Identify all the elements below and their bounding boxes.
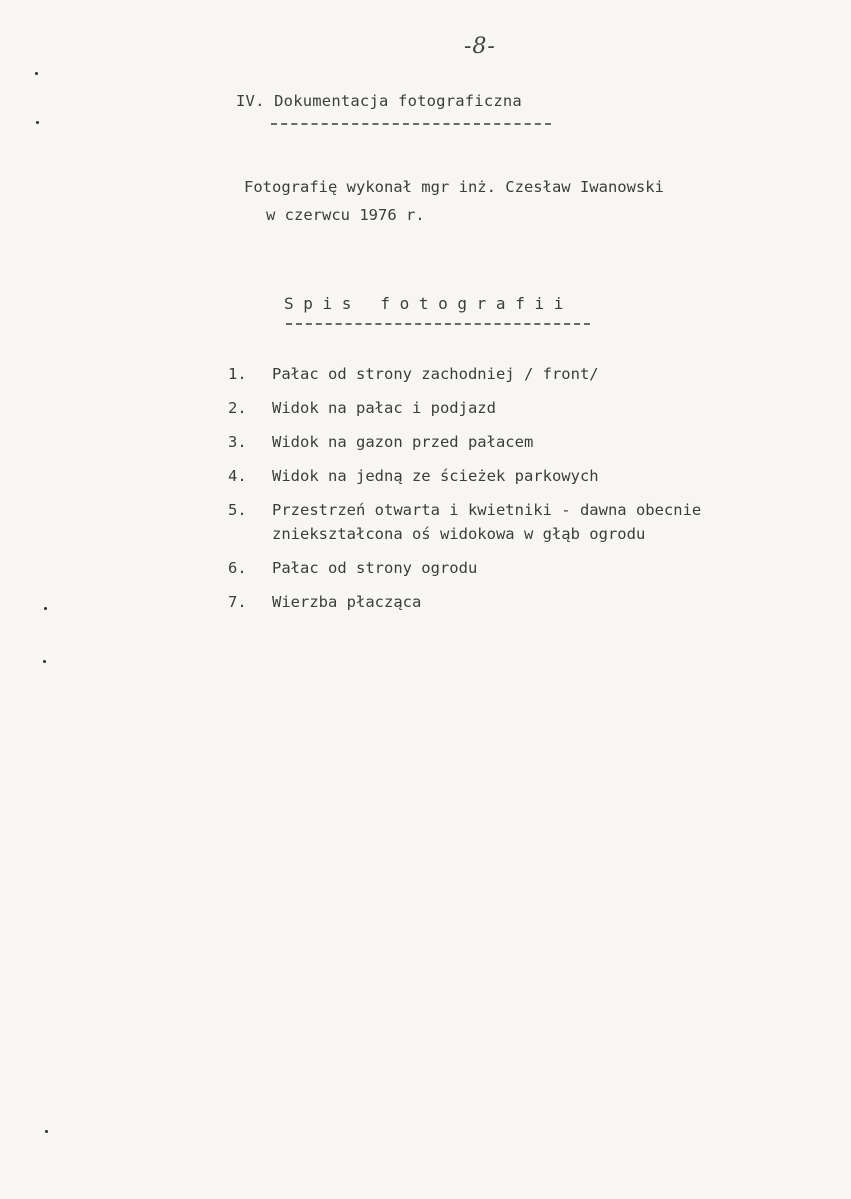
item-text: Pałac od strony zachodniej / front/ (272, 365, 599, 383)
item-text: Pałac od strony ogrodu (272, 559, 478, 577)
item-number: 5. (228, 501, 247, 519)
list-item (228, 362, 752, 386)
item-number: 3. (228, 433, 247, 451)
scan-speck (45, 1130, 48, 1133)
scan-speck (35, 72, 38, 75)
item-text: Widok na jedną ze ścieżek parkowych (272, 467, 599, 485)
scan-speck (44, 607, 47, 610)
list-item (228, 498, 752, 546)
list-item (228, 590, 752, 614)
scan-speck (36, 121, 39, 124)
photo-credit (244, 173, 664, 229)
heading-underline (271, 123, 551, 125)
item-number: 7. (228, 593, 247, 611)
list-item (228, 464, 752, 488)
credit-line-1: Fotografię wykonał mgr inż. Czesław Iwanowski (244, 178, 664, 196)
list-item (228, 430, 752, 454)
list-item (228, 556, 752, 580)
item-number: 4. (228, 467, 247, 485)
item-number: 2. (228, 399, 247, 417)
item-number: 6. (228, 559, 247, 577)
item-text: Przestrzeń otwarta i kwietniki - dawna obecnie zniekształcona oś widokowa w głąb ogrodu (272, 501, 702, 543)
list-title-underline (286, 323, 590, 325)
page-number: -8- (464, 34, 496, 59)
list-item (228, 396, 752, 420)
credit-line-2: w czerwcu 1976 r. (266, 206, 425, 224)
item-number: 1. (228, 365, 247, 383)
photo-list (228, 362, 752, 624)
section-heading: IV. Dokumentacja fotograficzna (236, 92, 522, 110)
scan-speck (43, 660, 46, 663)
item-text: Wierzba płacząca (272, 593, 422, 611)
item-text: Widok na gazon przed pałacem (272, 433, 534, 451)
item-text: Widok na pałac i podjazd (272, 399, 496, 417)
list-title: S p i s f o t o g r a f i i (284, 294, 564, 313)
